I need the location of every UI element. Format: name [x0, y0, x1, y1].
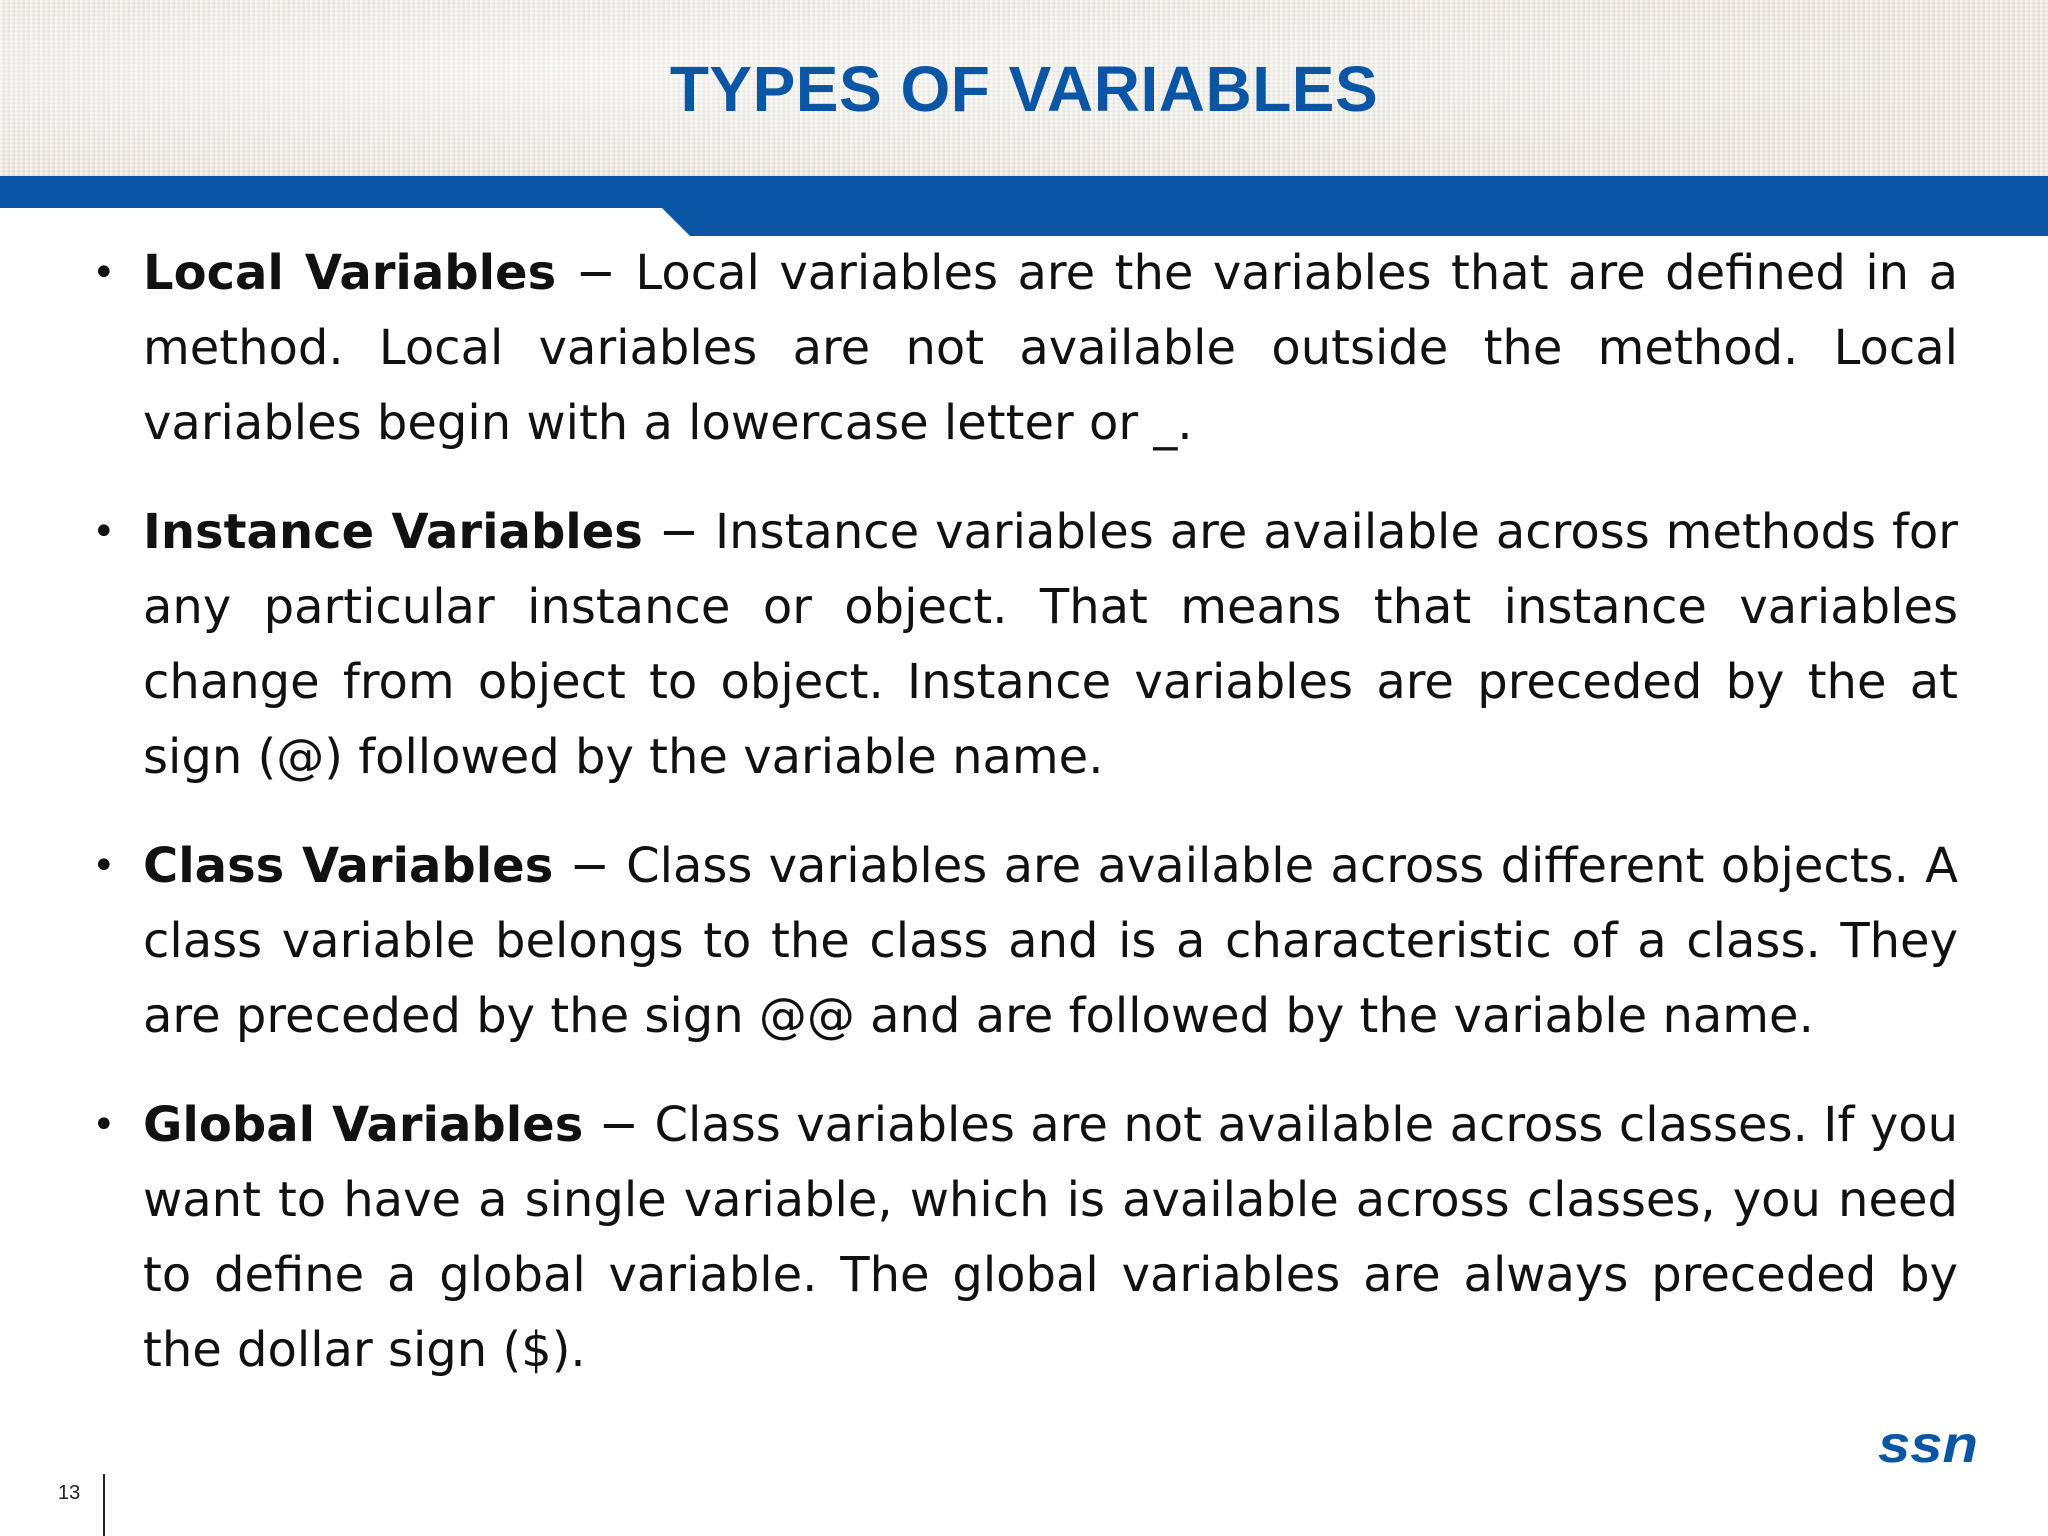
- page-number-divider: [103, 1474, 105, 1536]
- slide-title: TYPES OF VARIABLES: [669, 53, 1379, 125]
- bullet-text: Class variables are available across different objects. A class variable belongs to the class and is a characteristic of a class. They are preceded by the sign @@ and are followed by the variable name.: [143, 838, 1958, 1044]
- bullet-term: Global Variables: [143, 1097, 584, 1153]
- header-accent-band: [0, 176, 2048, 236]
- bullet-separator: −: [556, 245, 636, 301]
- accent-band-shape: [0, 176, 2048, 236]
- bullet-separator: −: [553, 838, 627, 894]
- bullet-term: Instance Variables: [143, 504, 643, 560]
- bullet-text: Instance variables are available across methods for any particular instance or object. That means that instance variables change from object to object. Instance variables are preceded by the at sign (@) followed by the variable name.: [143, 504, 1958, 785]
- bullet-term: Local Variables: [143, 245, 557, 301]
- bullet-separator: −: [642, 504, 715, 560]
- bullet-dot-icon: •: [92, 1102, 116, 1148]
- bullet-dot-icon: •: [92, 843, 116, 889]
- bullet-text: Local variables are the variables that are defined in a method. Local variables are not available outside the method. Local variables begin with a lowercase letter or _.: [143, 245, 1958, 451]
- bullet-global-variables: [86, 1088, 1958, 1388]
- bullet-term: Class Variables: [143, 838, 554, 894]
- svg-text:ssn: ssn: [1878, 1418, 1978, 1470]
- bullet-dot-icon: •: [92, 250, 116, 296]
- bullet-separator: −: [583, 1097, 655, 1153]
- bullet-list: [86, 236, 1958, 1388]
- page-number: 13: [58, 1482, 81, 1504]
- title-header: [0, 0, 2048, 176]
- bullet-class-variables: [86, 829, 1958, 1054]
- bullet-text: Class variables are not available across classes. If you want to have a single variable, which is available across classes, you need to define a global variable. The global variables are always preceded by the dollar sign ($).: [143, 1097, 1959, 1378]
- ssn-logo: [1876, 1418, 1982, 1470]
- bullet-instance-variables: [86, 495, 1958, 795]
- bullet-dot-icon: •: [92, 509, 116, 555]
- bullet-local-variables: [86, 236, 1958, 461]
